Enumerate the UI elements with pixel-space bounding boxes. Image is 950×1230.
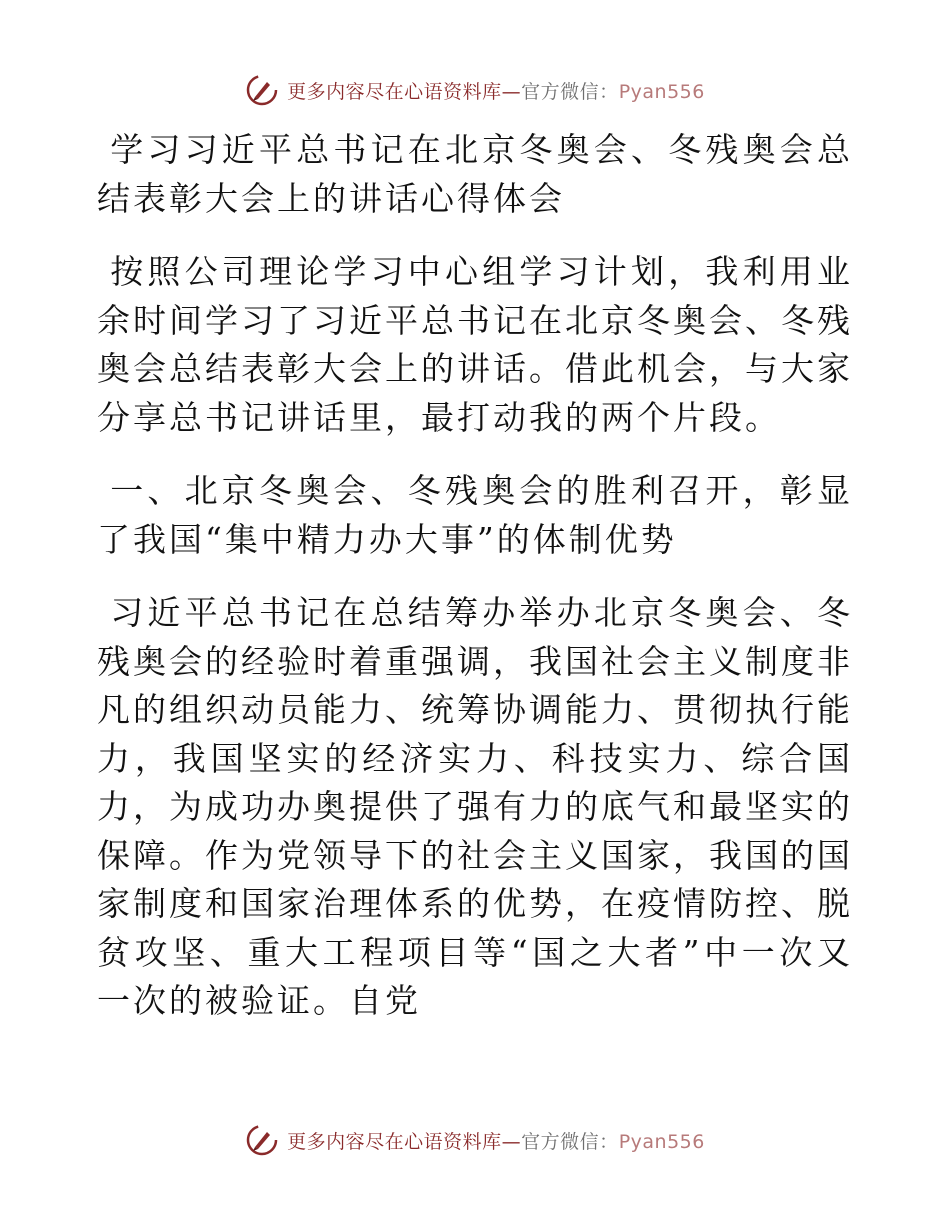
section-heading-1: 一、北京冬奥会、冬残奥会的胜利召开，彰显了我国“集中精力办大事”的体制优势	[97, 471, 853, 559]
header-watermark-banner	[0, 70, 950, 110]
pen-seal-icon	[245, 1123, 279, 1157]
paragraph-section-1: 习近平总书记在总结筹办举办北京冬奥会、冬残奥会的经验时着重强调，我国社会主义制度非凡的组织动员能力、统筹协调能力、贯彻执行能力，我国坚实的经济实力、科技实力、综合国力，为成功办奥提供了强有力的底气和最坚实的保障。作为党领导下的社会主义国家，我国的国家制度和国家治理体系的优势，在疫情防控、脱贫攻坚、重大工程项目等“国之大者”中一次又一次的被验证。自党	[97, 593, 853, 1020]
paragraph-intro: 按照公司理论学习中心组学习计划，我利用业余时间学习了习近平总书记在北京冬奥会、冬残奥会总结表彰大会上的讲话。借此机会，与大家分享总书记讲话里，最打动我的两个片段。	[97, 252, 853, 437]
document-body	[97, 126, 853, 1026]
watermark-text: 更多内容尽在心语资料库—官方微信：Pyan556	[287, 1130, 705, 1153]
pen-seal-icon	[245, 73, 279, 107]
document-title: 学习习近平总书记在北京冬奥会、冬残奥会总结表彰大会上的讲话心得体会	[97, 130, 853, 218]
watermark-text: 更多内容尽在心语资料库—官方微信：Pyan556	[287, 80, 705, 103]
footer-watermark-banner	[0, 1120, 950, 1160]
